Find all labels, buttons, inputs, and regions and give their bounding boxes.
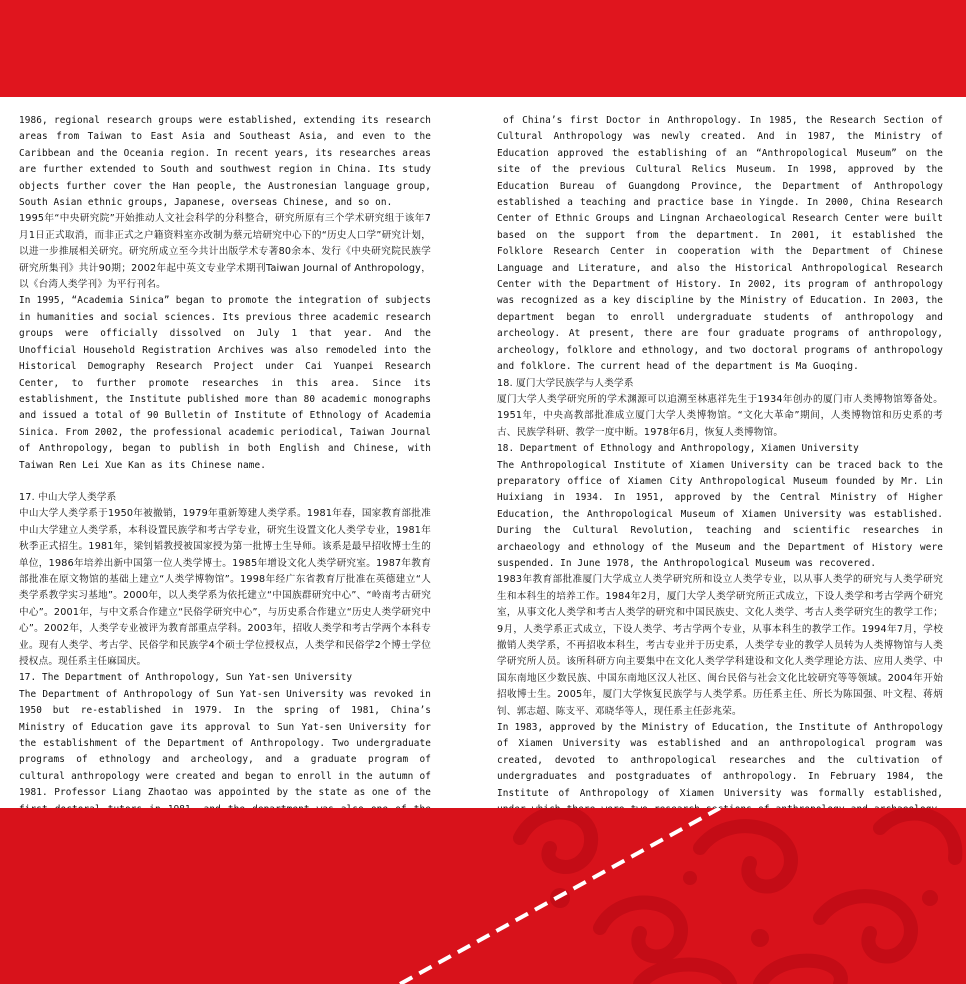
right-paragraph-3: The Anthropological Institute of Xiamen University can be traced back to the preparatory office of Xiamen City Anthropological Museum founded by Mr. Lin Huixiang in 1934. In 1951, approved by the Central Ministry of Higher Education, the Anthropological Museum of Xiamen University was established. During the Cultural Revolution, teaching and scientific researches in archaeology and ethnology of the Museum and the Department of History were suspended. In June 1978, the Anthropological Museum was recovered. xyxy=(497,459,943,569)
cloud-pattern-decoration xyxy=(0,808,966,984)
right-paragraph-2-cn: 厦门大学人类学研究所的学术渊源可以追溯至林惠祥先生于1934年创办的厦门市人类博物馆筹备处。1951年，中央高教部批准成立厦门大学人类博物馆。“文化大革命”期间，人类博物馆和历史系的考古、民族学科研、教学一度中断。1978年6月，恢复人类博物馆。 xyxy=(497,393,943,438)
left-paragraph-2-cn: 1995年“中央研究院”开始推动人文社会科学的分科整合，研究所原有三个学术研究组于该年7月1日正式取消，而非正式之户籍资料室亦改制为蔡元培研究中心下的“历史人口学”研究计划，以进一步推展相关研究。研究所成立至今共计出版学术专著80余本、发行《中央研究院民族学研究所集刊》共计90期；2002年起中英文专业学术期刊Taiwan Journal of Anthropology，以《台湾人类学刊》为平行刊名。 xyxy=(19,213,431,291)
section-17-heading-en: 17. The Department of Anthropology, Sun Yat-sen University xyxy=(19,672,353,684)
top-red-band xyxy=(0,0,966,97)
left-paragraph-5: The Department of Anthropology of Sun Yat-sen University was revoked in 1950 but re-established in 1979. In the spring of 1981, China’s Ministry of Education gave its approval to Sun Yat-sen University for the establishment of the Department of Anthropology. Two undergraduate programs of ethnology and archeology, and a graduate program of cultural anthropology were created and began to enroll in the autumn of 1981. Professor Liang Zhaotao was appointed by the state as one of the xyxy=(19,688,431,799)
right-paragraph-1: of China’s first Doctor in Anthropology. In 1985, the Research Section of Cultural Anthropology was newly created. And in 1987, the Ministry of Education approved the establishing of an “Anthropological Museum” on the site of the previous Cultural Relics Museum. In 1998, approved by the Education Bureau of Guangdong Province, the Department of Anthropology established a teaching and practice base in Yingde. In 2000, China Research Center of Ethnic Groups and Lingnan Archaeological Research Center were built based on the support from the department. In 2001, it established the Folklore Research Center in cooperation with the Department of Chinese Language and Literature, and also the Historical Anthropological Research Center with the Department of History. In 2002, its program of anthropology was recognized as a key discipline by the Ministry of Education. In 2003, the department began to enroll undergraduate students of anthropology and archeology. At present, there are four graduate programs of anthropology, archeology, folklore and ethnology, and two doctoral programs of anthropology and folklore. The current head of the department is Ma Guoqing. xyxy=(497,115,943,373)
right-text-column xyxy=(497,113,943,835)
section-18-heading-en: 18. Department of Ethnology and Anthropology, Xiamen University xyxy=(497,443,859,455)
right-paragraph-5: In 1983, approved by the Ministry of Education, the Institute of Anthropology of Xiamen University was established and an anthropological program was created, devoted to anthropological researches and the cultivation of undergraduates and postgraduates of anthropology. In February 1984, the Institute of Anthropology of Xiamen University was formally established, xyxy=(497,722,943,799)
left-paragraph-1: 1986, regional research groups were established, extending its research areas from Taiwan to East Asia and Southeast Asia, and even to the Caribbean and the Oceania region. In recent years, its researches areas are further extended to South and southwest region in China. Its study objects further cover the Han people, the Austronesian language group, South Asian ethnic groups, Japanese, overseas Chinese, and so on. xyxy=(19,115,431,209)
left-paragraph-3: In 1995, “Academia Sinica” began to promote the integration of subjects in humanities and social sciences. Its previous three academic research groups were officially dissolved on July 1 that year. And the Unofficial Household Registration Archives was also remodeled into the Historical Demography Research Project under Cai Yuanpei Research Center, to further promote researches in this area. Since its establishment, the Institute published more than 80 academic monographs and issued a total of 90 Bulletin of Institute of Ethnology of Academia Sinica. From 2002, the professional academic periodical, Taiwan Journal of Anthropology, began to publish in both English and Chinese, with Taiwan Ren Lei Xue Kan as its Chinese name. xyxy=(19,295,431,471)
right-paragraph-4-cn: 1983年教育部批准厦门大学成立人类学研究所和设立人类学专业，以从事人类学的研究与人类学研究生和本科生的培养工作。1984年2月，厦门大学人类学研究所正式成立，下设人类学和考古学两个研究室，从事文化人类学和考古人类学的研究和中国民族史、文化人类学、考古人类学研究生的教学工作；9月，人类学系正式成立，下设人类学、考古学两个专业，从事本科生的教学工作。1994年7月，学校撤销人类学系，不再招收本科生，考古专业并于历史系，人类学专业的教学人员转为人类博物馆与人类学研究所人员。该所科研方向主要集中在文化人类学学科建设和文化人类学理论方法、应用人类学、中国东南地区少数民族、中国东南地区汉人社区、闽台民俗与社会文化比较研究等等领域。2004年开始招收博士生。2005年，厦门大学恢复民族学与人类学系。历任系主任、所长为陈国强、叶文程、蒋炳钊、郭志超、陈支平、邓晓华等人，现任系主任彭兆荣。 xyxy=(497,574,943,717)
left-text-column xyxy=(19,113,431,851)
section-18-heading-cn: 18. 厦门大学民族学与人类学系 xyxy=(497,377,634,389)
bottom-red-band xyxy=(0,808,966,984)
section-17-heading-cn: 17. 中山大学人类学系 xyxy=(19,491,117,503)
left-paragraph-4-cn: 中山大学人类学系于1950年被撤销，1979年重新筹建人类学系。1981年春，国家教育部批准中山大学建立人类学系，本科设置民族学和考古学专业，研究生设置文化人类学专业，1981年秋季正式招生。1981年，梁钊韬教授被国家授为第一批博士生导师。该系是最早招收博士生的单位，1986年培养出新中国第一位人类学博士。1985年增设文化人类学研究室。1987年教育部批准在原文物馆的基础上建立“人类学博物馆”。1998年经广东省教育厅批准在英德建立“人类学系教学实习基地”。2000年，以人类学系为依托建立“中国族群研究中心”、“岭南考古研究中心”。2001年，与中文系合作建立“民俗学研究中心”，与历史系合作建立“历史人类学研究中心”。2002年，人类学专业被评为教育部重点学科。2003年，招收人类学和考古学两个本科专业。现有人类学、考古学、民俗学和民族学4个硕士学位授权点，人类学和民俗学2个博士学位授权点。现任系主任麻国庆。 xyxy=(19,508,431,667)
